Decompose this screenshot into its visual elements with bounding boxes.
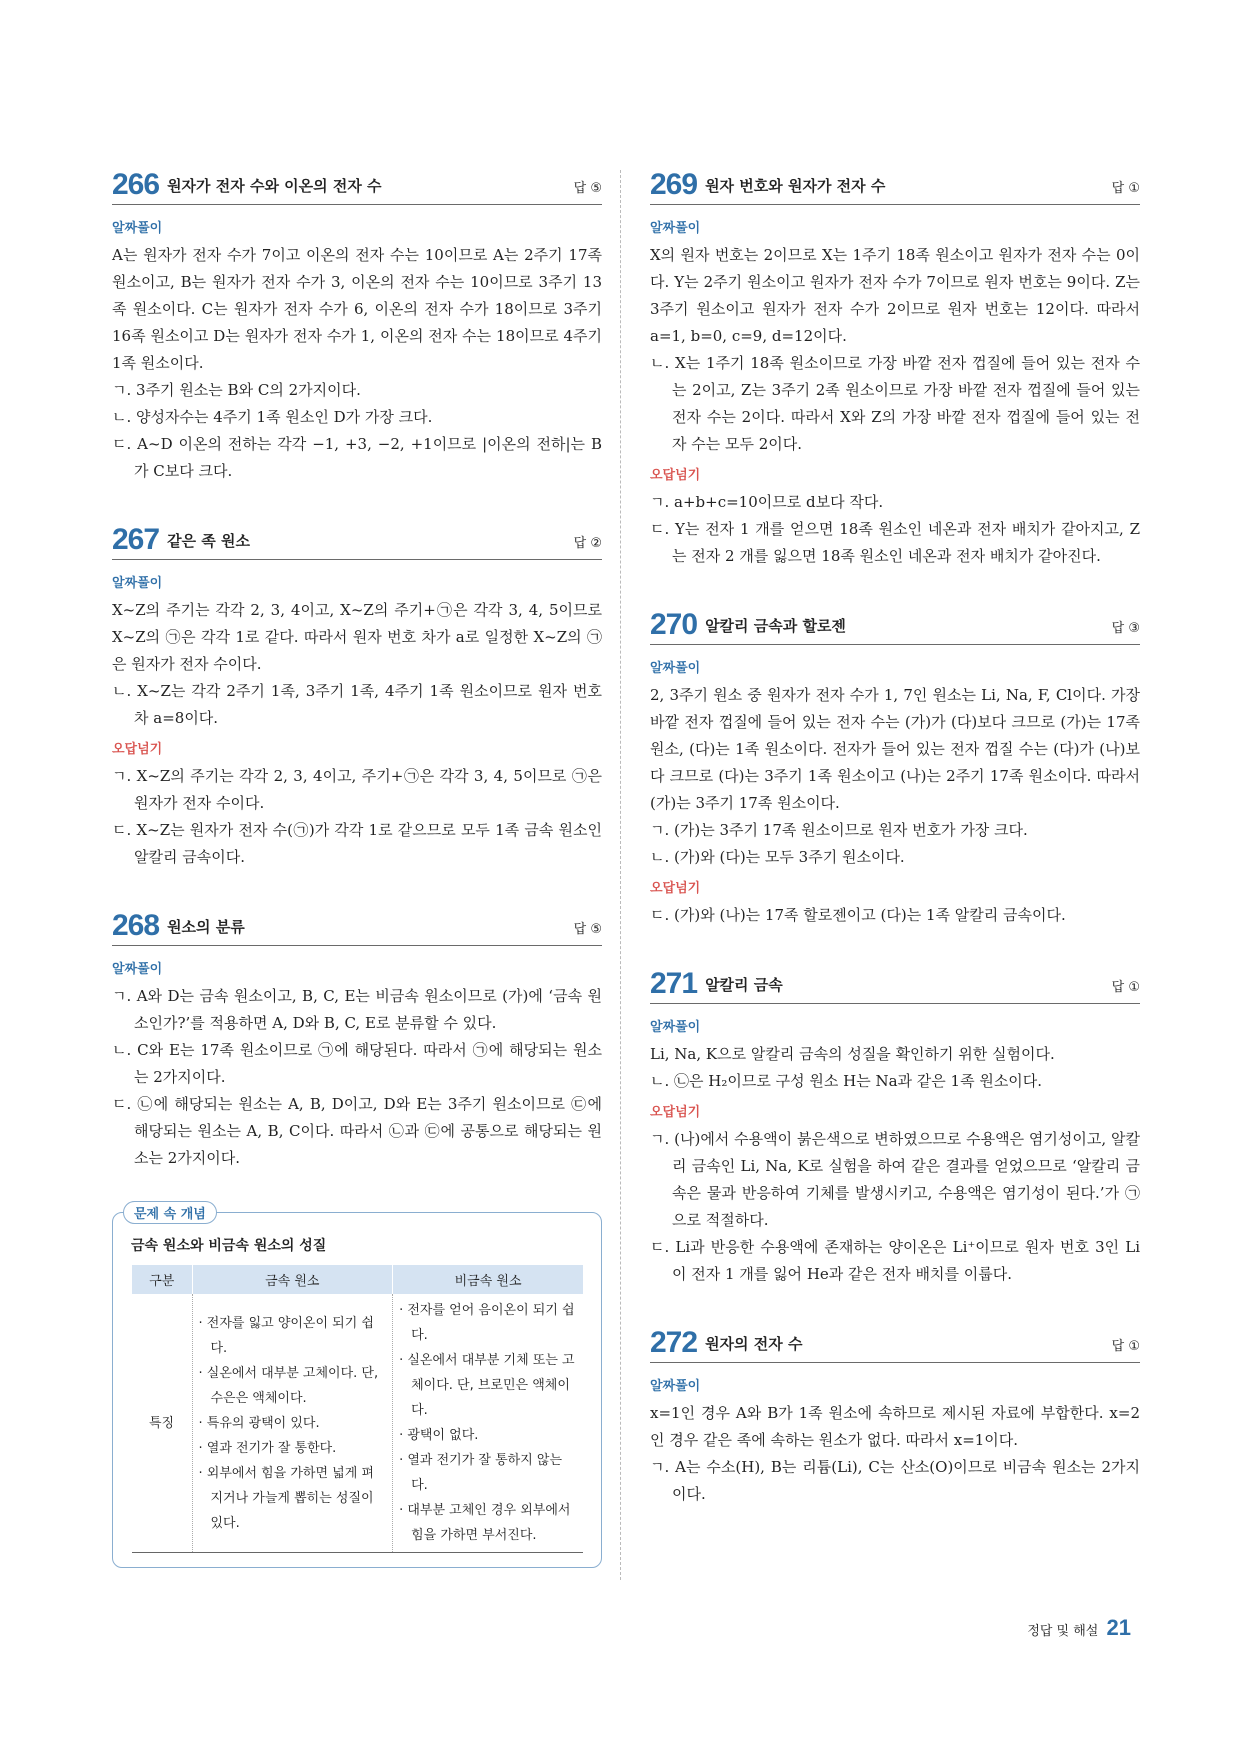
section-label: 알짜풀이 bbox=[650, 1020, 701, 1035]
explanation-item: ㄴ. (가)와 (다)는 모두 3주기 원소이다. bbox=[650, 848, 905, 866]
problem-title: 알칼리 금속과 할로젠 bbox=[705, 617, 846, 635]
metal-property: · 전자를 잃고 양이온이 되기 쉽다. bbox=[198, 1315, 374, 1356]
problem-header bbox=[112, 911, 602, 946]
explanation-item: ㄷ. Y는 전자 1 개를 얻으면 18족 원소인 네온과 전자 배치가 같아지고, Z는 전자 2 개를 잃으면 18족 원소인 네온과 전자 배치가 같아진다. bbox=[650, 520, 1140, 565]
explanation-paragraph: x=1인 경우 A와 B가 1족 원소에 속하므로 제시된 자료에 부합한다. x=2인 경우 같은 족에 속하는 원소가 없다. 따라서 x=1이다. bbox=[650, 1404, 1140, 1449]
nonmetal-cell bbox=[393, 1294, 583, 1553]
explanation-paragraph: X의 원자 번호는 2이므로 X는 1주기 18족 원소이고 원자가 전자 수는 0이다. Y는 2주기 원소이고 원자가 전자 수가 7이므로 원자 번호는 9이다. Z는 3주기 원소이고 원자가 전자 수가 2이므로 원자 번호는 12이다. 따라서 a=1, b=0, c=9, d=12이다. bbox=[650, 246, 1140, 345]
section-label: 오답넘기 bbox=[112, 742, 163, 757]
section-label: 알짜풀이 bbox=[112, 962, 163, 977]
problem-269 bbox=[650, 170, 1140, 570]
problem-header bbox=[650, 1328, 1140, 1363]
column-divider bbox=[620, 170, 621, 1580]
nonmetal-property: · 광택이 없다. bbox=[399, 1428, 479, 1443]
answer-label: 답 ① bbox=[1111, 980, 1140, 995]
problem-number: 272 bbox=[650, 1326, 698, 1359]
page-number: 21 bbox=[1106, 1615, 1131, 1640]
problem-272 bbox=[650, 1328, 1140, 1508]
problem-header bbox=[112, 525, 602, 560]
problem-title: 원자가 전자 수와 이온의 전자 수 bbox=[167, 177, 382, 195]
explanation-item: ㄱ. a+b+c=10이므로 d보다 작다. bbox=[650, 493, 884, 511]
answer-label: 답 ⑤ bbox=[573, 181, 602, 196]
section-label: 알짜풀이 bbox=[112, 576, 163, 591]
explanation-item: ㄱ. 3주기 원소는 B와 C의 2가지이다. bbox=[112, 381, 361, 399]
footer-label: 정답 및 해설 bbox=[1027, 1624, 1099, 1639]
section-label: 오답넘기 bbox=[650, 468, 701, 483]
problem-271 bbox=[650, 969, 1140, 1288]
problem-title: 알칼리 금속 bbox=[705, 976, 783, 994]
answer-label: 답 ③ bbox=[1111, 621, 1140, 636]
problem-number: 269 bbox=[650, 168, 698, 201]
explanation-item: ㄴ. 양성자수는 4주기 1족 원소인 D가 가장 크다. bbox=[112, 408, 433, 426]
problem-title: 원자 번호와 원자가 전자 수 bbox=[705, 177, 886, 195]
answer-label: 답 ⑤ bbox=[573, 922, 602, 937]
section-label: 오답넘기 bbox=[650, 881, 701, 896]
problem-title: 같은 족 원소 bbox=[167, 532, 250, 550]
problem-266 bbox=[112, 170, 602, 485]
explanation-item: ㄴ. ㉡은 H₂이므로 구성 원소 H는 Na과 같은 1족 원소이다. bbox=[650, 1072, 1043, 1090]
metal-cell bbox=[192, 1294, 393, 1553]
problem-header bbox=[650, 969, 1140, 1004]
explanation-paragraph: 2, 3주기 원소 중 원자가 전자 수가 1, 7인 원소는 Li, Na, F, Cl이다. 가장 바깥 전자 껍질에 들어 있는 전자 수는 (가)가 (다)보다 크므로 (가)는 17족 원소, (다)는 1족 원소이다. 전자가 들어 있는 전자 껍질 수는 (다)가 (나)보다 크므로 (다)는 3주기 1족 원소이고 (나)는 2주기 17족 원소이다. 따라서 (가)는 3주기 17족 원소이다. bbox=[650, 686, 1140, 812]
problem-number: 270 bbox=[650, 608, 698, 641]
section-label: 알짜풀이 bbox=[650, 661, 701, 676]
answer-label: 답 ② bbox=[573, 536, 602, 551]
section-label: 오답넘기 bbox=[650, 1105, 701, 1120]
explanation-paragraph: A는 원자가 전자 수가 7이고 이온의 전자 수는 10이므로 A는 2주기 17족 원소이고, B는 원자가 전자 수가 3, 이온의 전자 수는 10이므로 3주기 13족 원소이다. C는 원자가 전자 수가 6, 이온의 전자 수가 18이므로 3주기 16족 원소이고 D는 원자가 전자 수가 1, 이온의 전자 수는 18이므로 4주기 1족 원소이다. bbox=[112, 246, 602, 372]
problem-267 bbox=[112, 525, 602, 871]
right-column bbox=[650, 170, 1140, 1548]
explanation-item: ㄷ. ㉡에 해당되는 원소는 A, B, D이고, D와 E는 3주기 원소이므로 ㉢에 해당되는 원소는 A, B, C이다. 따라서 ㉡과 ㉢에 공통으로 해당되는 원소는 2가지이다. bbox=[112, 1095, 602, 1167]
problem-number: 267 bbox=[112, 523, 160, 556]
explanation-item: ㄱ. X~Z의 주기는 각각 2, 3, 4이고, 주기+㉠은 각각 3, 4, 5이므로 ㉠은 원자가 전자 수이다. bbox=[112, 767, 602, 812]
metal-property: · 열과 전기가 잘 통한다. bbox=[198, 1440, 337, 1456]
explanation-item: ㄴ. X는 1주기 18족 원소이므로 가장 바깥 전자 껍질에 들어 있는 전자 수는 2이고, Z는 3주기 2족 원소이므로 가장 바깥 전자 껍질에 들어 있는 전자 수는 2이다. 따라서 X와 Z의 가장 바깥 전자 껍질에 들어 있는 전자 수는 모두 2이다. bbox=[650, 354, 1140, 453]
problem-title: 원자의 전자 수 bbox=[705, 1335, 803, 1353]
explanation-item: ㄴ. C와 E는 17족 원소이므로 ㉠에 해당된다. 따라서 ㉠에 해당되는 원소는 2가지이다. bbox=[112, 1041, 602, 1086]
section-label: 알짜풀이 bbox=[650, 1379, 701, 1394]
concept-title: 금속 원소와 비금속 원소의 성질 bbox=[131, 1238, 327, 1254]
explanation-item: ㄱ. A와 D는 금속 원소이고, B, C, E는 비금속 원소이므로 (가)에 ‘금속 원소인가?’를 적용하면 A, D와 B, C, E로 분류할 수 있다. bbox=[112, 987, 602, 1032]
nonmetal-property: · 전자를 얻어 음이온이 되기 쉽다. bbox=[399, 1303, 575, 1343]
problem-270 bbox=[650, 610, 1140, 929]
nonmetal-property: · 열과 전기가 잘 통하지 않는다. bbox=[399, 1453, 563, 1493]
metal-property: · 실온에서 대부분 고체이다. 단, 수은은 액체이다. bbox=[198, 1365, 379, 1406]
explanation-paragraph: X~Z의 주기는 각각 2, 3, 4이고, X~Z의 주기+㉠은 각각 3, 4, 5이므로 X~Z의 ㉠은 각각 1로 같다. 따라서 원자 번호 차가 a로 일정한 X~Z의 ㉠은 원자가 전자 수이다. bbox=[112, 601, 602, 673]
nonmetal-property: · 실온에서 대부분 기체 또는 고체이다. 단, 브로민은 액체이다. bbox=[399, 1353, 575, 1418]
explanation-item: ㄷ. (가)와 (나)는 17족 할로젠이고 (다)는 1족 알칼리 금속이다. bbox=[650, 906, 1066, 924]
row-label: 특징 bbox=[148, 1415, 175, 1431]
explanation-item: ㄴ. X~Z는 각각 2주기 1족, 3주기 1족, 4주기 1족 원소이므로 원자 번호 차 a=8이다. bbox=[112, 682, 602, 727]
left-column bbox=[112, 170, 602, 1568]
problem-header bbox=[112, 170, 602, 205]
concept-tag: 문제 속 개념 bbox=[123, 1201, 217, 1224]
problem-number: 268 bbox=[112, 909, 160, 942]
problem-title: 원소의 분류 bbox=[167, 918, 245, 936]
problem-header bbox=[650, 170, 1140, 205]
answer-label: 답 ① bbox=[1111, 181, 1140, 196]
concept-box bbox=[112, 1207, 602, 1568]
problem-header bbox=[650, 610, 1140, 645]
metal-property: · 특유의 광택이 있다. bbox=[198, 1415, 320, 1431]
problem-number: 266 bbox=[112, 168, 160, 201]
section-label: 알짜풀이 bbox=[112, 221, 163, 236]
metal-property: · 외부에서 힘을 가하면 넓게 펴지거나 가늘게 뽑히는 성질이 있다. bbox=[198, 1465, 374, 1531]
explanation-item: ㄱ. A는 수소(H), B는 리튬(Li), C는 산소(O)이므로 비금속 원소는 2가지이다. bbox=[650, 1458, 1140, 1503]
section-label: 알짜풀이 bbox=[650, 221, 701, 236]
table-header: 구분 bbox=[132, 1265, 193, 1294]
answer-label: 답 ① bbox=[1111, 1339, 1140, 1354]
explanation-paragraph: Li, Na, K으로 알칼리 금속의 성질을 확인하기 위한 실험이다. bbox=[650, 1045, 1055, 1063]
problem-268 bbox=[112, 911, 602, 1172]
problem-number: 271 bbox=[650, 967, 698, 1000]
explanation-item: ㄷ. Li과 반응한 수용액에 존재하는 양이온은 Li⁺이므로 원자 번호 3인 Li이 전자 1 개를 잃어 He과 같은 전자 배치를 이룹다. bbox=[650, 1238, 1140, 1283]
nonmetal-property: · 대부분 고체인 경우 외부에서 힘을 가하면 부서진다. bbox=[399, 1503, 571, 1543]
table-header: 비금속 원소 bbox=[393, 1265, 583, 1294]
explanation-item: ㄷ. X~Z는 원자가 전자 수(㉠)가 각각 1로 같으므로 모두 1족 금속 원소인 알칼리 금속이다. bbox=[112, 821, 602, 866]
concept-table bbox=[131, 1265, 583, 1553]
explanation-item: ㄱ. (나)에서 수용액이 붉은색으로 변하였으므로 수용액은 염기성이고, 알칼리 금속인 Li, Na, K로 실험을 하여 같은 결과를 얻었으므로 ‘알칼리 금속은 물과 반응하여 기체를 발생시키고, 수용액은 염기성이 된다.’가 ㉠으로 적절하다. bbox=[650, 1130, 1140, 1229]
page-footer bbox=[1027, 1615, 1131, 1641]
explanation-item: ㄷ. A~D 이온의 전하는 각각 −1, +3, −2, +1이므로 |이온의 전하|는 B가 C보다 크다. bbox=[112, 435, 602, 480]
table-header: 금속 원소 bbox=[192, 1265, 393, 1294]
explanation-item: ㄱ. (가)는 3주기 17족 원소이므로 원자 번호가 가장 크다. bbox=[650, 821, 1028, 839]
